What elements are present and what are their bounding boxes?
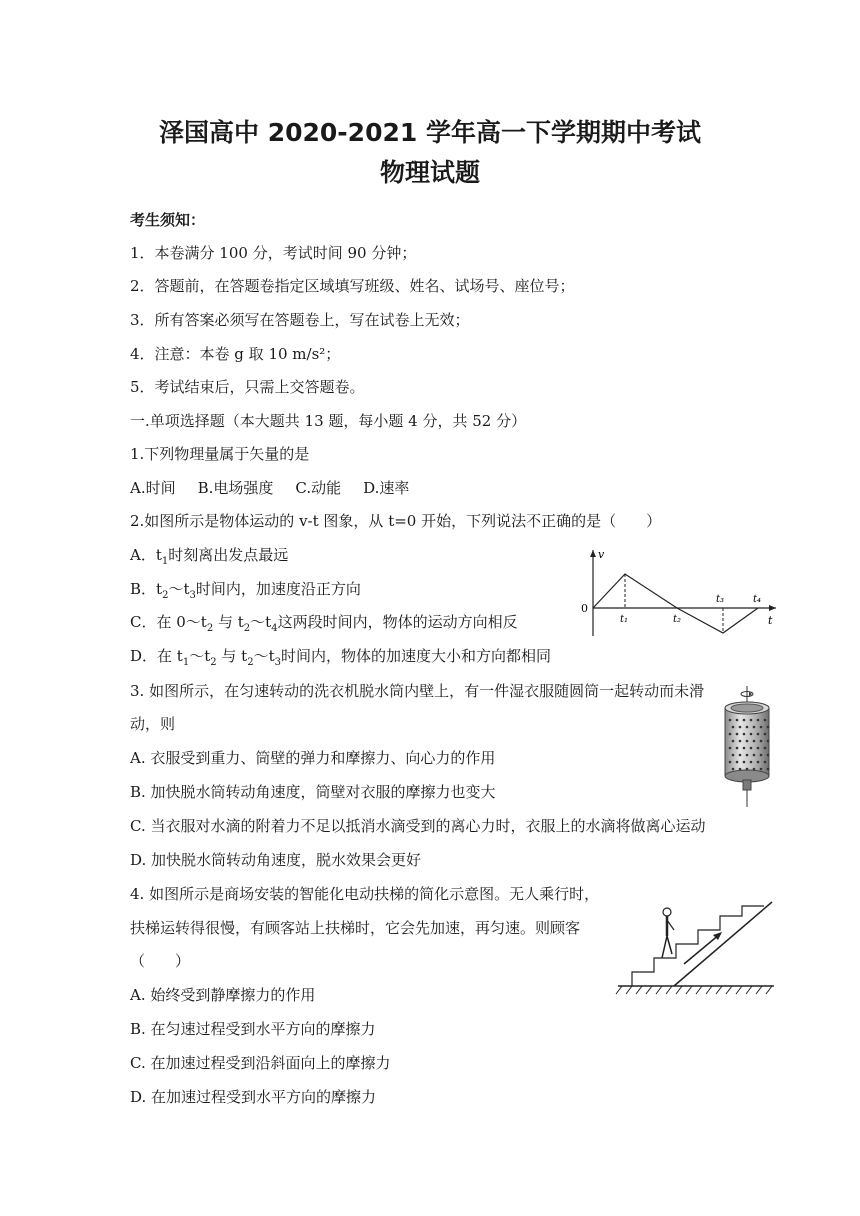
drum-hole <box>746 740 749 743</box>
drum-hole <box>732 754 735 757</box>
drum-hole <box>767 726 770 729</box>
q3-option-b: B. 加快脱水筒转动角速度，筒壁对衣服的摩擦力也变大 <box>130 783 496 801</box>
drum-hole <box>739 768 742 771</box>
drum-hole <box>764 733 767 736</box>
q2-option-d: D．在 $t_1\sim t_2$ 与 $t_2\sim t_3$时间内，物体的加速度大小和方向都相同 <box>130 647 551 668</box>
t1-label: t₁ <box>620 614 629 625</box>
drum-hole <box>746 754 749 757</box>
drum-hole <box>764 719 767 722</box>
exam-title: 泽国高中 2020-2021 学年高一下学期期中考试 <box>159 118 701 147</box>
drum-hole <box>750 719 753 722</box>
q3-option-a: A. 衣服受到重力、筒壁的弹力和摩擦力、向心力的作用 <box>130 749 496 767</box>
drum-hole <box>729 719 732 722</box>
drum-hole <box>753 740 756 743</box>
q4-stem-line2: 扶梯运转得很慢，有顾客站上扶梯时，它会先加速，再匀速。则顾客 <box>130 919 581 937</box>
drum-hole <box>732 726 735 729</box>
drum-hole <box>736 719 739 722</box>
v-axis-label: v <box>598 548 605 561</box>
q4-stem-line3: （ ） <box>130 952 191 970</box>
section-header: 一.单项选择题（本大题共 13 题，每小题 4 分，共 52 分） <box>130 412 527 430</box>
q3-stem-line2: 动，则 <box>130 715 176 733</box>
drum-hole <box>760 768 763 771</box>
q1-stem: 1.下列物理量属于矢量的是 <box>130 445 310 463</box>
notice-item: 1．本卷满分 100 分，考试时间 90 分钟； <box>130 244 417 262</box>
q1-option-b: B.电场强度 <box>197 479 274 497</box>
drum-hole <box>760 754 763 757</box>
drum-hole <box>729 733 732 736</box>
drum-hole <box>750 761 753 764</box>
vt-graph <box>578 544 783 638</box>
drum-hole <box>767 754 770 757</box>
escalator-figure <box>614 896 778 996</box>
q3-stem-line1: 3. 如图所示，在匀速转动的洗衣机脱水筒内壁上，有一件湿衣服随圆筒一起转动而未滑 <box>130 682 705 700</box>
q4-option-b: B. 在匀速过程受到水平方向的摩擦力 <box>130 1020 376 1038</box>
origin-label: 0 <box>581 602 588 615</box>
q4-option-c: C. 在加速过程受到沿斜面向上的摩擦力 <box>130 1054 391 1072</box>
drum-hole <box>743 733 746 736</box>
drum-hole <box>739 740 742 743</box>
drum-hole <box>750 747 753 750</box>
q4-option-a: A. 始终受到静摩擦力的作用 <box>130 986 316 1004</box>
drum-hole <box>743 719 746 722</box>
drum-hole <box>750 733 753 736</box>
drum-hole <box>760 740 763 743</box>
drum-hole <box>746 768 749 771</box>
drum-hole <box>757 761 760 764</box>
q2-option-b: B．$t_2\sim t_3$时间内，加速度沿正方向 <box>130 580 361 601</box>
drum-hole <box>757 719 760 722</box>
drum-hole <box>736 747 739 750</box>
drum-hole <box>743 747 746 750</box>
drum-hole <box>767 768 770 771</box>
q3-option-d: D. 加快脱水筒转动角速度，脱水效果会更好 <box>130 851 422 869</box>
drum-hole <box>753 768 756 771</box>
drum-hole <box>746 726 749 729</box>
drum-hole <box>760 726 763 729</box>
drum-hole <box>732 740 735 743</box>
drum-hole <box>729 761 732 764</box>
q4-stem-line1: 4. 如图所示是商场安装的智能化电动扶梯的简化示意图。无人乘行时， <box>130 885 600 903</box>
drum-hole <box>757 747 760 750</box>
t2-label: t₂ <box>673 614 682 625</box>
drum-hole <box>767 740 770 743</box>
t4-label: t₄ <box>753 594 762 605</box>
drum-hole <box>764 761 767 764</box>
q2-option-a: A．$t_1$时刻离出发点最远 <box>130 546 289 567</box>
q3-option-c: C. 当衣服对水滴的附着力不足以抵消水滴受到的离心力时，衣服上的水滴将做离心运动 <box>130 817 706 835</box>
q4-option-d: D. 在加速过程受到水平方向的摩擦力 <box>130 1088 377 1106</box>
drum-hole <box>757 733 760 736</box>
drum-hole <box>739 726 742 729</box>
notice-item: 3．所有答案必须写在答题卷上，写在试卷上无效； <box>130 311 470 329</box>
notice-item: 5．考试结束后，只需上交答题卷。 <box>130 378 365 396</box>
drum-hole <box>743 761 746 764</box>
drum-hole <box>764 747 767 750</box>
q1-option-c: C.动能 <box>295 479 342 497</box>
notice-item: 4．注意：本卷 g 取 10 m/s²； <box>130 345 341 363</box>
spin-drum-figure <box>716 686 778 808</box>
drum-hole <box>753 754 756 757</box>
exam-subtitle: 物理试题 <box>379 158 480 187</box>
drum-hole <box>736 761 739 764</box>
q2-option-c: C．在 $0\sim t_2$ 与 $t_2\sim t_4$这两段时间内，物体的运动方向相反 <box>130 613 518 634</box>
q2-stem: 2.如图所示是物体运动的 v-t 图象，从 t=0 开始，下列说法不正确的是（ ） <box>130 512 662 530</box>
t-axis-label: t <box>768 614 773 627</box>
notice-header: 考生须知： <box>130 211 206 229</box>
t3-label: t₃ <box>716 594 725 605</box>
q1-option-d: D.速率 <box>363 479 410 497</box>
drum-hole <box>753 726 756 729</box>
drum-hole <box>729 747 732 750</box>
q1-options <box>130 478 409 498</box>
drum-hole <box>736 733 739 736</box>
drum-hole <box>732 768 735 771</box>
drum-hole <box>739 754 742 757</box>
notice-item: 2．答题前，在答题卷指定区域填写班级、姓名、试场号、座位号； <box>130 277 575 295</box>
q1-option-a: A.时间 <box>130 479 176 497</box>
